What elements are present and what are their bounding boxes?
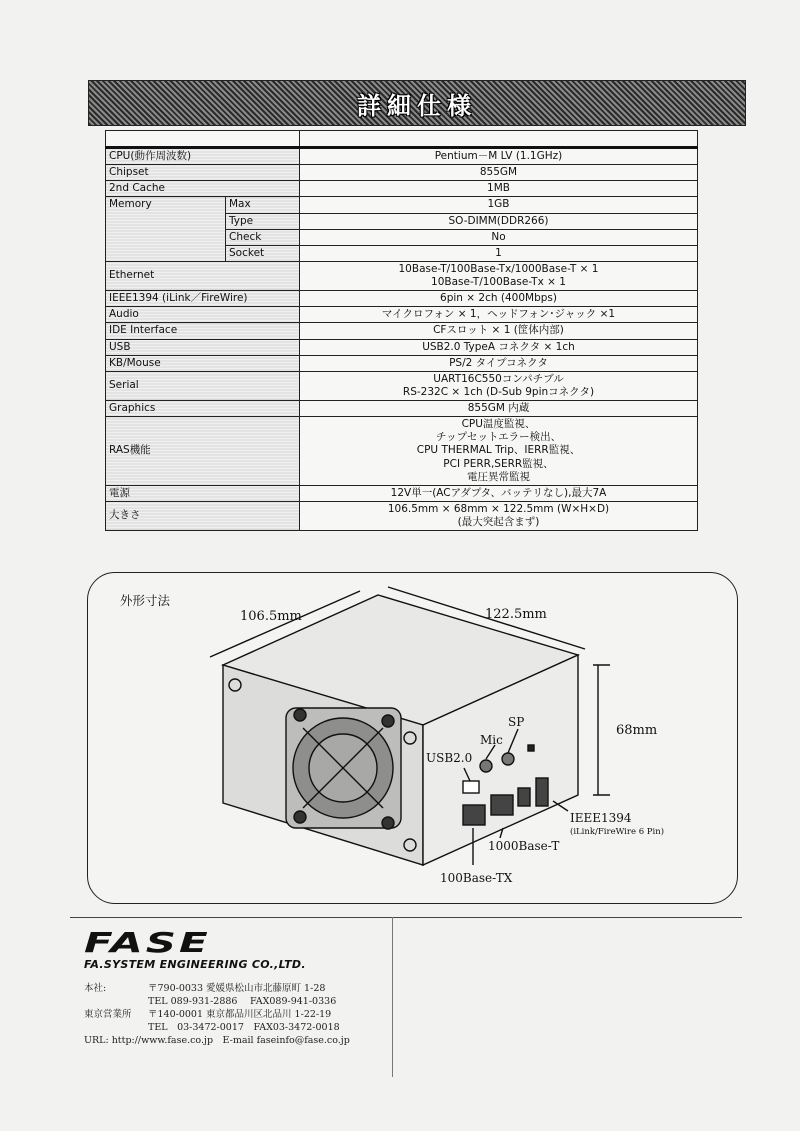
spec-label: RAS機能 bbox=[106, 417, 300, 486]
spec-sublabel: Socket bbox=[226, 245, 300, 261]
spec-header-right bbox=[300, 131, 698, 148]
spec-label: Audio bbox=[106, 307, 300, 323]
spec-sublabel: Check bbox=[226, 229, 300, 245]
page-title: 詳細仕様 bbox=[357, 91, 477, 120]
spec-label: Ethernet bbox=[106, 261, 300, 290]
spec-header-left bbox=[106, 131, 300, 148]
spec-row bbox=[106, 339, 698, 355]
spec-value: CPU温度監視、 チップセットエラー検出、 CPU THERMAL Trip、IERR監視、 PCI PERR,SERR監視、 電圧異常監視 bbox=[300, 417, 698, 486]
spec-value: PS/2 タイプコネクタ bbox=[300, 355, 698, 371]
dimension-figure bbox=[87, 572, 738, 904]
footer-vertical-divider bbox=[392, 917, 393, 1077]
width-label: 106.5mm bbox=[240, 609, 302, 624]
spec-row bbox=[106, 501, 698, 530]
spec-row bbox=[106, 197, 698, 213]
spec-label: IEEE1394 (iLink／FireWire) bbox=[106, 291, 300, 307]
spec-row bbox=[106, 165, 698, 181]
spec-value: 12V単一(ACアダプタ、バッテリなし),最大7A bbox=[300, 485, 698, 501]
spec-row bbox=[106, 291, 698, 307]
spec-value: 1GB bbox=[300, 197, 698, 213]
spec-label: Graphics bbox=[106, 401, 300, 417]
depth-label: 122.5mm bbox=[485, 607, 547, 622]
gigabit-label: 1000Base-T bbox=[488, 839, 560, 853]
spec-value: CFスロット × 1 (筐体内部) bbox=[300, 323, 698, 339]
spec-label: IDE Interface bbox=[106, 323, 300, 339]
hq-phone: TEL 089-931-2886 FAX089-941-0336 bbox=[148, 996, 337, 1007]
tokyo-phone: TEL 03-3472-0017 FAX03-3472-0018 bbox=[148, 1022, 340, 1033]
spec-row bbox=[106, 485, 698, 501]
spec-label: 電源 bbox=[106, 485, 300, 501]
device-drawing bbox=[88, 573, 737, 903]
spec-value: マイクロフォン × 1，ヘッドフォン･ジャック ×1 bbox=[300, 307, 698, 323]
spec-label: 2nd Cache bbox=[106, 181, 300, 197]
mic-label: Mic bbox=[480, 733, 503, 747]
spec-value: 10Base-T/100Base-Tx/1000Base-T × 1 10Base-T/100Base-Tx × 1 bbox=[300, 261, 698, 290]
spec-row bbox=[106, 261, 698, 290]
spec-value: 1 bbox=[300, 245, 698, 261]
spec-label: Serial bbox=[106, 371, 300, 400]
spec-label: Memory bbox=[106, 197, 226, 262]
height-label: 68mm bbox=[616, 723, 658, 738]
spec-row bbox=[106, 417, 698, 486]
figure-caption: 外形寸法 bbox=[120, 593, 171, 608]
ieee1394-label: IEEE1394 bbox=[570, 811, 632, 825]
spec-value: 6pin × 2ch (400Mbps) bbox=[300, 291, 698, 307]
hq-label: 本社: bbox=[84, 983, 107, 994]
spec-row bbox=[106, 355, 698, 371]
hq-address: 〒790-0033 愛媛県松山市北藤原町 1-28 bbox=[148, 983, 326, 994]
tokyo-label: 東京営業所 bbox=[84, 1009, 132, 1020]
spec-row bbox=[106, 323, 698, 339]
spec-label: CPU(動作周波数) bbox=[106, 148, 300, 165]
spec-label: Chipset bbox=[106, 165, 300, 181]
contact-url: URL: http://www.fase.co.jp E-mail faseinfo@fase.co.jp bbox=[84, 1035, 350, 1046]
spec-row bbox=[106, 307, 698, 323]
spec-value: SO-DIMM(DDR266) bbox=[300, 213, 698, 229]
spec-value: Pentium－M LV (1.1GHz) bbox=[300, 148, 698, 165]
company-name: FA.SYSTEM ENGINEERING CO.,LTD. bbox=[84, 958, 306, 971]
footer-divider bbox=[70, 917, 742, 918]
spec-value: UART16C550コンパチブル RS-232C × 1ch (D-Sub 9pinコネクタ) bbox=[300, 371, 698, 400]
spec-sublabel: Max bbox=[226, 197, 300, 213]
fase-logo: FASE bbox=[84, 926, 211, 959]
spec-table bbox=[105, 130, 698, 531]
spec-value: 1MB bbox=[300, 181, 698, 197]
ieee1394-sublabel: (iLink/FireWire 6 Pin) bbox=[570, 827, 665, 837]
spec-label: 大きさ bbox=[106, 501, 300, 530]
sp-label: SP bbox=[508, 715, 525, 729]
spec-value: 855GM bbox=[300, 165, 698, 181]
fast-ethernet-label: 100Base-TX bbox=[440, 871, 513, 885]
spec-row bbox=[106, 148, 698, 165]
spec-value: USB2.0 TypeA コネクタ × 1ch bbox=[300, 339, 698, 355]
spec-sublabel: Type bbox=[226, 213, 300, 229]
spec-row bbox=[106, 181, 698, 197]
spec-row bbox=[106, 371, 698, 400]
spec-label: USB bbox=[106, 339, 300, 355]
spec-value: 106.5mm × 68mm × 122.5mm (W×H×D) (最大突起含まず) bbox=[300, 501, 698, 530]
spec-row bbox=[106, 401, 698, 417]
spec-value: No bbox=[300, 229, 698, 245]
usb-label: USB2.0 bbox=[426, 751, 473, 765]
tokyo-address: 〒140-0001 東京都品川区北品川 1-22-19 bbox=[148, 1009, 332, 1020]
title-banner bbox=[88, 80, 746, 126]
spec-value: 855GM 内蔵 bbox=[300, 401, 698, 417]
spec-label: KB/Mouse bbox=[106, 355, 300, 371]
